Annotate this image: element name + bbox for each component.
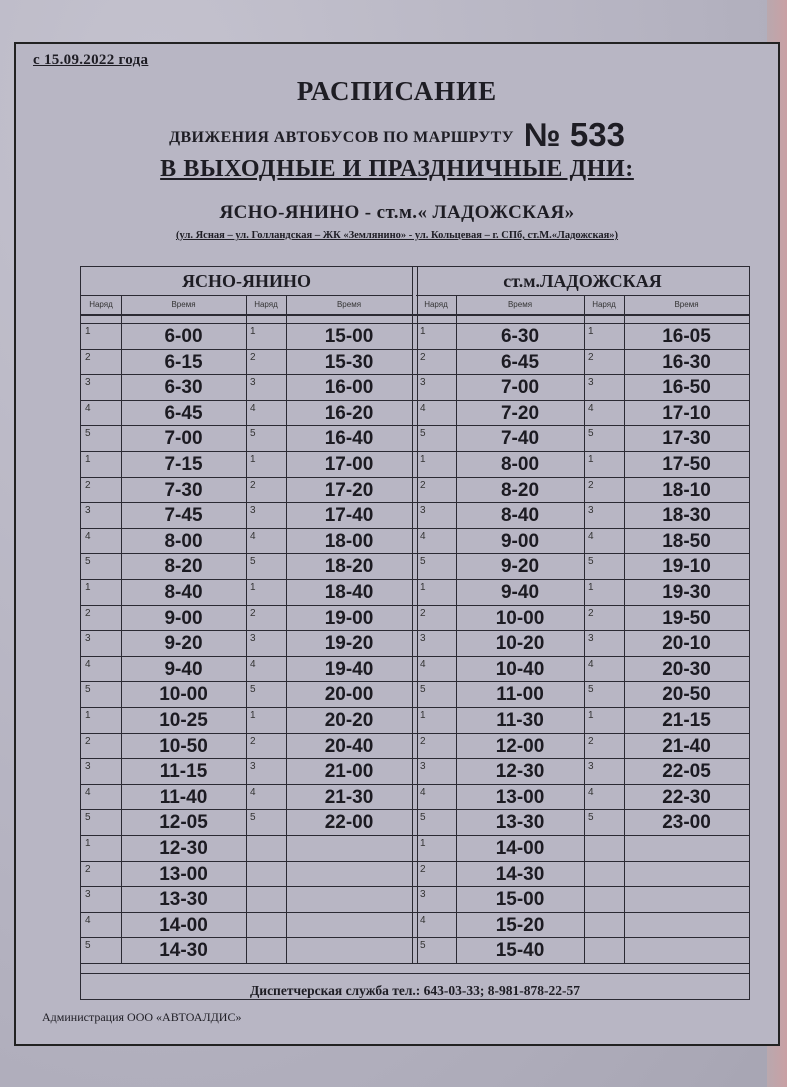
naryad-cell: 2 [85, 735, 91, 747]
naryad-cell: 2 [85, 863, 91, 875]
departure-time: 19-20 [324, 633, 374, 655]
naryad-cell: 1 [588, 326, 594, 337]
naryad-cell: 1 [420, 838, 426, 849]
naryad-cell: 2 [420, 351, 426, 363]
departure-time: 8-20 [500, 479, 540, 501]
naryad-cell: 1 [420, 454, 426, 465]
departure-time: 6-00 [164, 326, 203, 347]
naryad-cell: 1 [85, 454, 91, 465]
naryad-cell: 2 [420, 479, 426, 491]
naryad-cell: 5 [250, 812, 256, 824]
naryad-cell: 1 [420, 326, 426, 337]
naryad-cell: 5 [85, 812, 91, 824]
departure-time: 21-00 [324, 761, 374, 783]
column-header-vremya: Время [286, 295, 412, 314]
departure-time: 14-00 [159, 914, 208, 936]
departure-time: 17-00 [324, 454, 374, 475]
naryad-cell: 1 [85, 582, 91, 593]
subtitle [16, 116, 778, 154]
departure-time: 7-40 [500, 428, 540, 450]
column-header-vremya: Время [624, 295, 749, 314]
departure-time: 15-30 [324, 351, 374, 373]
naryad-cell: 2 [420, 607, 426, 619]
departure-time: 17-10 [662, 402, 711, 424]
naryad-cell: 3 [588, 505, 594, 517]
naryad-cell: 5 [85, 684, 91, 696]
naryad-cell: 5 [588, 556, 594, 568]
naryad-cell: 3 [250, 761, 256, 773]
naryad-cell: 1 [250, 326, 256, 337]
naryad-cell: 3 [420, 377, 426, 389]
departure-time: 23-00 [662, 812, 711, 834]
naryad-cell: 3 [588, 633, 594, 645]
naryad-cell: 2 [250, 479, 256, 491]
departure-time: 16-50 [662, 377, 711, 399]
departure-time: 19-40 [324, 658, 374, 680]
naryad-cell: 3 [250, 633, 256, 645]
naryad-cell: 4 [85, 786, 91, 798]
naryad-cell: 2 [85, 607, 91, 619]
naryad-cell: 1 [250, 582, 256, 593]
naryad-cell: 5 [420, 940, 426, 952]
departure-time: 13-00 [159, 863, 208, 885]
naryad-cell: 4 [250, 530, 256, 542]
naryad-cell: 3 [420, 633, 426, 645]
departure-time: 16-30 [662, 351, 711, 373]
naryad-cell: 4 [420, 530, 426, 542]
route-number: № 533 [523, 116, 625, 153]
departure-time: 13-30 [159, 889, 208, 911]
naryad-cell: 3 [420, 505, 426, 517]
departure-time: 16-20 [324, 402, 374, 424]
departure-time: 15-00 [495, 889, 545, 911]
naryad-cell: 4 [588, 658, 594, 670]
page-title: РАСПИСАНИЕ [296, 76, 498, 106]
naryad-cell: 1 [420, 582, 426, 593]
naryad-cell: 2 [420, 863, 426, 875]
naryad-cell: 2 [85, 351, 91, 363]
naryad-cell: 5 [588, 684, 594, 696]
departure-time: 11-00 [496, 684, 544, 706]
naryad-cell: 3 [588, 761, 594, 773]
naryad-cell: 4 [420, 914, 426, 926]
subtitle-text: ДВИЖЕНИЯ АВТОБУСОВ ПО МАРШРУТУ [169, 129, 514, 146]
naryad-cell: 5 [420, 556, 426, 568]
departure-time: 14-30 [159, 940, 208, 962]
departure-time: 12-30 [159, 838, 208, 859]
departure-time: 21-30 [324, 786, 374, 808]
departure-time: 10-40 [495, 658, 545, 680]
naryad-cell: 4 [250, 658, 256, 670]
naryad-cell: 2 [588, 607, 594, 619]
departure-time: 8-40 [164, 582, 203, 603]
departure-time: 9-00 [164, 607, 203, 629]
departure-time: 17-30 [662, 428, 711, 450]
departure-time: 20-50 [662, 684, 711, 706]
departure-time: 18-00 [324, 530, 374, 552]
naryad-cell: 2 [588, 735, 594, 747]
naryad-cell: 4 [85, 914, 91, 926]
route-streets: (ул. Ясная – ул. Голландская – ЖК «Землянино» - ул. Кольцевая – г. СПб, ст.М.«Ладожская») [175, 230, 619, 241]
naryad-cell: 3 [420, 761, 426, 773]
naryad-cell: 4 [420, 658, 426, 670]
naryad-cell: 2 [250, 735, 256, 747]
naryad-cell: 4 [420, 786, 426, 798]
route-name: ЯСНО-ЯНИНО - ст.м.« ЛАДОЖСКАЯ» [219, 202, 575, 223]
departure-time: 9-20 [164, 633, 203, 655]
departure-time: 18-30 [662, 505, 711, 527]
departure-time: 10-25 [159, 710, 208, 731]
column-header-vremya: Время [456, 295, 584, 314]
naryad-cell: 3 [85, 377, 91, 389]
naryad-cell: 2 [588, 351, 594, 363]
row-divider [81, 963, 749, 964]
naryad-cell: 3 [85, 889, 91, 901]
naryad-cell: 4 [588, 402, 594, 414]
departure-time: 20-30 [662, 658, 711, 680]
departure-time: 9-00 [500, 530, 540, 552]
naryad-cell: 4 [588, 530, 594, 542]
naryad-cell: 1 [85, 710, 91, 721]
departure-time: 9-20 [500, 556, 540, 578]
naryad-cell: 4 [85, 658, 91, 670]
departure-time: 10-00 [495, 607, 545, 629]
naryad-cell: 1 [85, 838, 91, 849]
departure-time: 12-05 [159, 812, 208, 834]
departure-time: 20-00 [324, 684, 374, 706]
naryad-cell: 5 [250, 556, 256, 568]
departure-time: 15-20 [495, 914, 545, 936]
departure-time: 17-40 [324, 505, 374, 527]
departure-time: 11-40 [159, 786, 208, 808]
departure-time: 18-40 [324, 582, 374, 603]
departure-time: 15-40 [495, 940, 545, 962]
naryad-cell: 1 [85, 326, 91, 337]
direction-header-yasno-yanino: ЯСНО-ЯНИНО [182, 271, 311, 291]
naryad-cell: 3 [420, 889, 426, 901]
naryad-cell: 5 [588, 428, 594, 440]
days-heading: В ВЫХОДНЫЕ И ПРАЗДНИЧНЫЕ ДНИ: [160, 156, 634, 182]
departure-time: 6-45 [500, 351, 540, 373]
naryad-cell: 3 [85, 505, 91, 517]
naryad-cell: 5 [420, 812, 426, 824]
departure-time: 13-00 [495, 786, 545, 808]
departure-time: 9-40 [164, 658, 203, 680]
departure-time: 19-10 [662, 556, 711, 578]
departure-time: 11-15 [159, 761, 208, 783]
naryad-cell: 2 [420, 735, 426, 747]
departure-time: 9-40 [500, 582, 540, 603]
naryad-cell: 1 [588, 710, 594, 721]
naryad-cell: 5 [85, 940, 91, 952]
departure-time: 16-40 [324, 428, 374, 450]
departure-time: 8-00 [164, 530, 203, 552]
departure-time: 13-30 [495, 812, 545, 834]
naryad-cell: 5 [588, 812, 594, 824]
departure-time: 15-00 [324, 326, 374, 347]
naryad-cell: 2 [250, 351, 256, 363]
departure-time: 6-45 [164, 402, 203, 424]
dispatch-phone: Диспетчерская служба тел.: 643-03-33; 8-981-878-22-57 [250, 983, 580, 998]
departure-time: 19-00 [324, 607, 374, 629]
departure-time: 16-00 [324, 377, 374, 399]
departure-time: 10-20 [495, 633, 545, 655]
direction-header-ladozhskaya: ст.м.ЛАДОЖСКАЯ [503, 271, 662, 291]
naryad-cell: 3 [85, 633, 91, 645]
departure-time: 14-30 [495, 863, 545, 885]
naryad-cell: 4 [250, 402, 256, 414]
departure-time: 12-30 [495, 761, 545, 783]
naryad-cell: 5 [420, 684, 426, 696]
naryad-cell: 3 [250, 505, 256, 517]
naryad-cell: 1 [420, 710, 426, 721]
naryad-cell: 4 [420, 402, 426, 414]
naryad-cell: 5 [420, 428, 426, 440]
naryad-cell: 1 [588, 454, 594, 465]
departure-time: 8-20 [164, 556, 203, 578]
departure-time: 19-50 [662, 607, 711, 629]
column-divider [246, 295, 247, 963]
naryad-cell: 4 [85, 530, 91, 542]
departure-time: 21-15 [662, 710, 711, 731]
departure-time: 7-45 [164, 505, 203, 527]
naryad-cell: 1 [250, 710, 256, 721]
naryad-cell: 1 [588, 582, 594, 593]
column-header-naryad: Наряд [584, 295, 624, 314]
departure-time: 7-15 [164, 454, 203, 475]
schedule-sheet [14, 42, 780, 1046]
departure-time: 19-30 [662, 582, 711, 603]
departure-time: 20-40 [324, 735, 374, 757]
departure-time: 7-30 [164, 479, 203, 501]
departure-time: 18-10 [662, 479, 711, 501]
column-divider [584, 295, 585, 963]
departure-time: 8-40 [500, 505, 540, 527]
departure-time: 20-10 [662, 633, 711, 655]
departure-time: 17-50 [662, 454, 711, 475]
naryad-cell: 5 [250, 428, 256, 440]
naryad-cell: 2 [85, 479, 91, 491]
naryad-cell: 4 [588, 786, 594, 798]
column-header-naryad: Наряд [81, 295, 121, 314]
departure-time: 7-00 [164, 428, 203, 450]
naryad-cell: 1 [250, 454, 256, 465]
naryad-cell: 5 [250, 684, 256, 696]
departure-time: 22-00 [324, 812, 374, 834]
naryad-cell: 4 [85, 402, 91, 414]
direction-divider [412, 267, 418, 963]
departure-time: 7-00 [500, 377, 540, 399]
departure-time: 14-00 [495, 838, 545, 859]
column-header-vremya: Время [121, 295, 246, 314]
naryad-cell: 5 [85, 428, 91, 440]
departure-time: 18-20 [324, 556, 374, 578]
naryad-cell: 3 [85, 761, 91, 773]
naryad-cell: 3 [588, 377, 594, 389]
departure-time: 20-20 [324, 710, 374, 731]
departure-time: 7-20 [500, 402, 540, 424]
departure-time: 12-00 [495, 735, 545, 757]
departure-time: 8-00 [500, 454, 540, 475]
effective-date: с 15.09.2022 года [33, 52, 149, 68]
naryad-cell: 2 [588, 479, 594, 491]
departure-time: 16-05 [662, 326, 711, 347]
departure-time: 17-20 [324, 479, 374, 501]
departure-time: 18-50 [662, 530, 711, 552]
departure-time: 22-05 [662, 761, 711, 783]
column-header-naryad: Наряд [416, 295, 456, 314]
naryad-cell: 3 [250, 377, 256, 389]
timetable [80, 266, 750, 1000]
departure-time: 10-00 [159, 684, 208, 706]
departure-time: 6-30 [164, 377, 203, 399]
naryad-cell: 4 [250, 786, 256, 798]
administration-note: Администрация ООО «АВТОАЛДИС» [42, 1010, 242, 1024]
column-header-naryad: Наряд [246, 295, 286, 314]
departure-time: 10-50 [159, 735, 208, 757]
departure-time: 6-15 [164, 351, 203, 373]
naryad-cell: 2 [250, 607, 256, 619]
departure-time: 11-30 [496, 710, 544, 731]
departure-time: 22-30 [662, 786, 711, 808]
naryad-cell: 5 [85, 556, 91, 568]
departure-time: 21-40 [662, 735, 711, 757]
departure-time: 6-30 [500, 326, 540, 347]
